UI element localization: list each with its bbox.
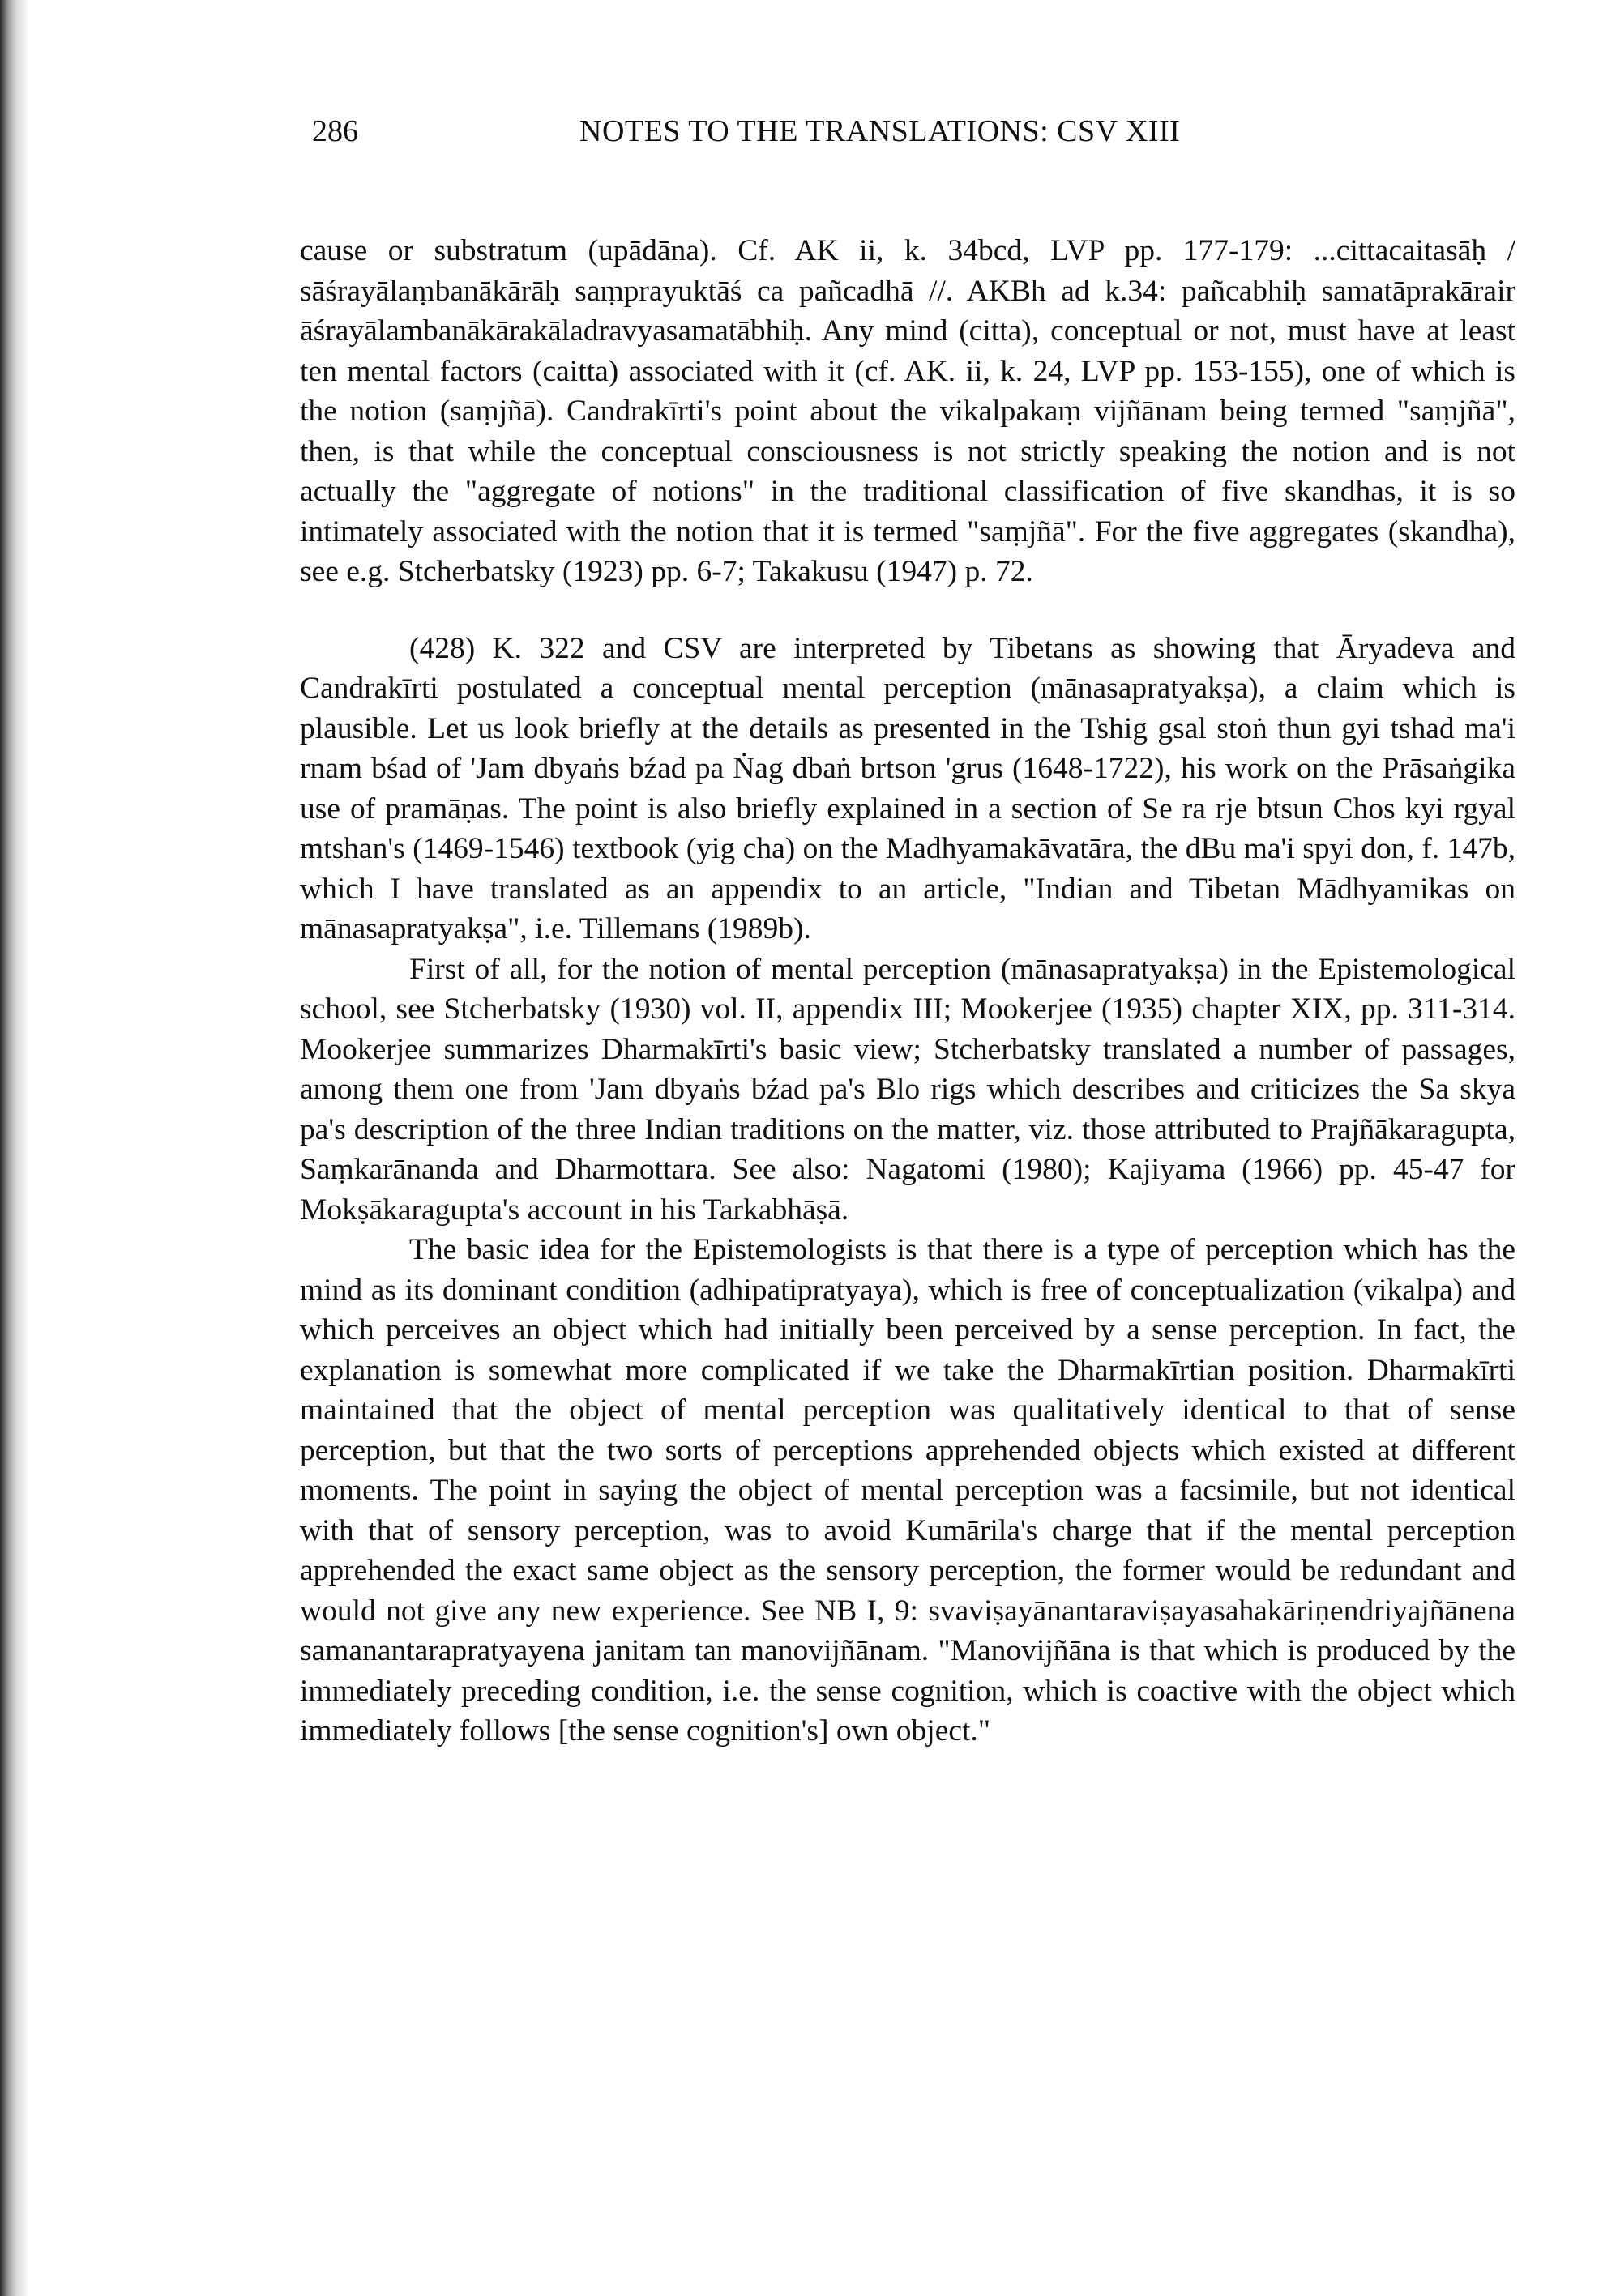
page-body xyxy=(300,231,1515,1752)
paragraph-mental-perception: First of all, for the notion of mental perception (mānasapratyakṣa) in the Epistemological school, see Stcherbatsky (1930) vol. II, appendix III; Mookerjee (1935) chapter XIX, pp. 311-314. Mookerjee summarizes Dharmakīrti's basic view; Stcherbatsky translated a number of passages, among them one from 'Jam dbyaṅs bźad pa's Blo rigs which describes and criticizes the Sa skya pa's description of the three Indian traditions on the matter, viz. those attributed to Prajñākaragupta, Saṃkarānanda and Dharmottara. See also: Nagatomi (1980); Kajiyama (1966) pp. 45-47 for Mokṣākaragupta's account in his Tarkabhāṣā. xyxy=(300,952,1515,1227)
paragraph-continued: cause or substratum (upādāna). Cf. AK ii, k. 34bcd, LVP pp. 177-179: ...cittacaitasāḥ / sāśrayālaṃbanākārāḥ saṃprayuktāś ca pañcadhā //. AKBh ad k.34: pañcabhiḥ samatāprakārair āśrayālambanākārakāladravyasamatābhiḥ. Any mind (citta), conceptual or not, must have at least ten mental factors (caitta) associated with it (cf. AK. ii, k. 24, LVP pp. 153-155), one of which is the notion (saṃjñā). Candrakīrti's point about the vikalpakaṃ vijñānam being termed "saṃjñā", then, is that while the conceptual consciousness is not strictly speaking the notion and is not actually the "aggregate of notions" in the traditional classification of five skandhas, it is so intimately associated with the notion that it is termed "saṃjñā". For the five aggregates (skandha), see e.g. Stcherbatsky (1923) pp. 6-7; Takakusu (1947) p. 72. xyxy=(300,234,1515,588)
paragraph-basic-idea: The basic idea for the Epistemologists is that there is a type of perception which has the mind as its dominant condition (adhipatipratyaya), which is free of conceptualization (vikalpa) and which perceives an object which had initially been perceived by a sense perception. In fact, the explanation is somewhat more complicated if we take the Dharmakīrtian position. Dharmakīrti maintained that the object of mental perception was qualitatively identical to that of sense perception, but that the two sorts of perceptions apprehended objects which existed at different moments. The point in saying the object of mental perception was a facsimile, but not identical with that of sensory perception, was to avoid Kumārila's charge that if the mental perception apprehended the exact same object as the sensory perception, the former would be redundant and would not give any new experience. See NB I, 9: svaviṣayānantaraviṣayasahakāriṇendriyajñānena samanantarapratyayena janitam tan manovijñānam. "Manovijñāna is that which is produced by the immediately preceding condition, i.e. the sense cognition, which is coactive with the object which immediately follows [the sense cognition's] own object." xyxy=(300,1233,1515,1748)
running-header xyxy=(312,113,1285,162)
binding-shadow xyxy=(0,0,29,2296)
paragraph-note-428: (428) K. 322 and CSV are interpreted by Tibetans as showing that Āryadeva and Candrakīrti postulated a conceptual mental perception (mānasapratyakṣa), a claim which is plausible. Let us look briefly at the details as presented in the Tshig gsal stoṅ thun gyi tshad ma'i rnam bśad of 'Jam dbyaṅs bźad pa Ṅag dbaṅ brtson 'grus (1648-1722), his work on the Prāsaṅgika use of pramāṇas. The point is also briefly explained in a section of Se ra rje btsun Chos kyi rgyal mtshan's (1469-1546) textbook (yig cha) on the Madhyamakāvatāra, the dBu ma'i spyi don, f. 147b, which I have translated as an appendix to an article, "Indian and Tibetan Mādhyamikas on mānasapratyakṣa", i.e. Tillemans (1989b). xyxy=(300,631,1515,945)
page-number: 286 xyxy=(312,114,358,148)
running-title: NOTES TO THE TRANSLATIONS: CSV XIII xyxy=(579,114,1181,148)
